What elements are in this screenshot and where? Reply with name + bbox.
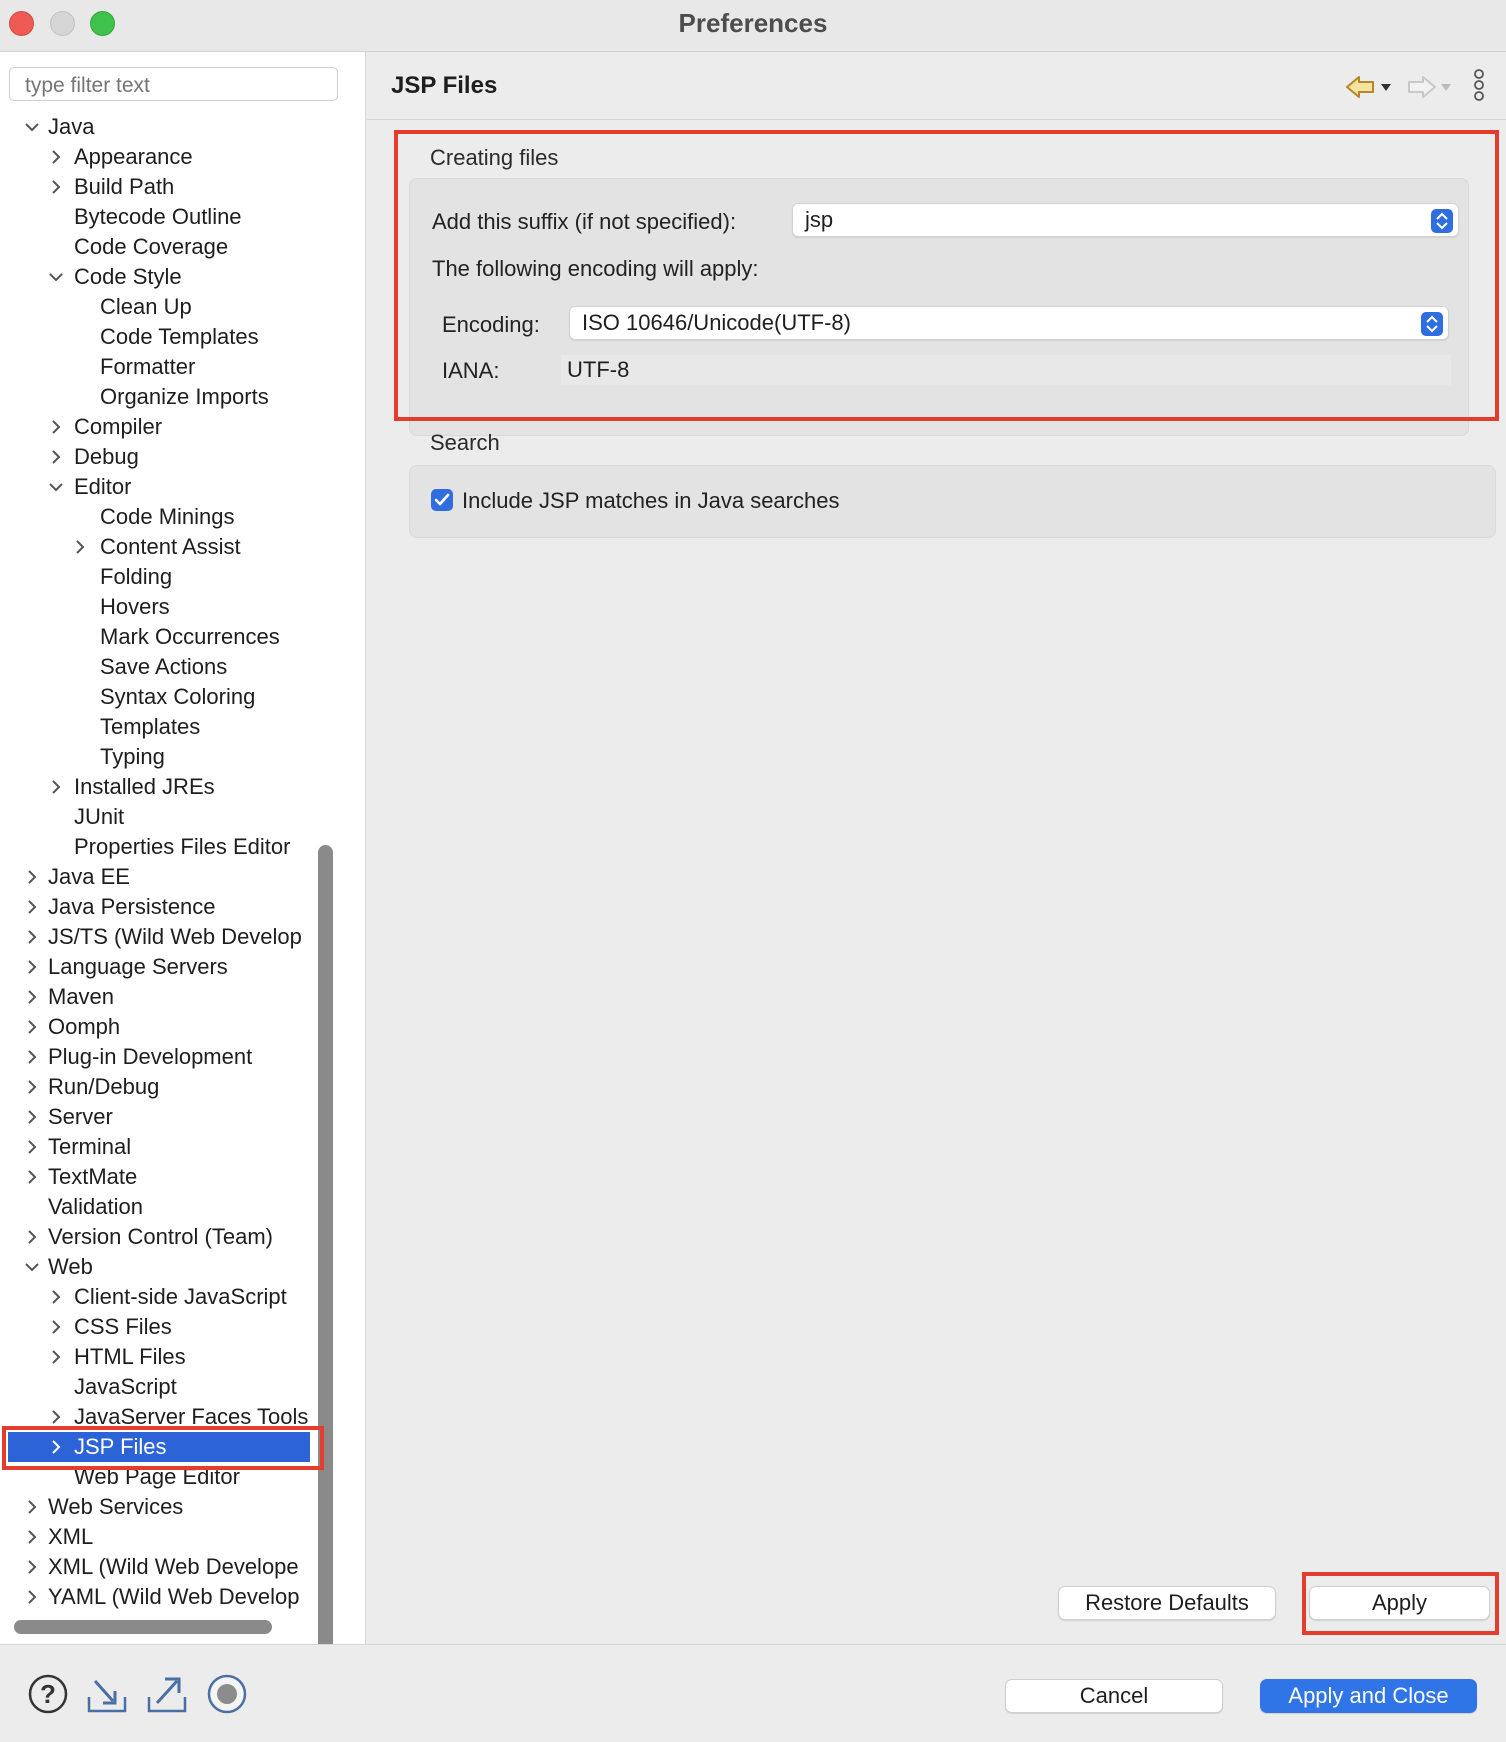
tree-item-label: Typing: [100, 744, 165, 769]
encoding-label: Encoding:: [442, 312, 540, 337]
tree-item[interactable]: [0, 802, 312, 832]
tree-item[interactable]: [0, 982, 312, 1012]
tree-item[interactable]: [0, 112, 312, 142]
chevron-right-icon[interactable]: [46, 1312, 66, 1342]
help-icon[interactable]: [27, 1673, 69, 1720]
tree-item[interactable]: [0, 1492, 312, 1522]
tree-item[interactable]: [0, 532, 312, 562]
tree-item-label: Web Page Editor: [74, 1464, 240, 1489]
tree-item[interactable]: [0, 202, 312, 232]
preference-page: [367, 52, 1506, 1644]
tree-item[interactable]: [0, 1582, 312, 1612]
tree-item[interactable]: [0, 772, 312, 802]
tree-item[interactable]: [0, 1222, 312, 1252]
tree-item[interactable]: [0, 562, 312, 592]
tree-item-label: Organize Imports: [100, 384, 269, 409]
chevron-right-icon[interactable]: [22, 1132, 42, 1162]
tree-item-label: Hovers: [100, 594, 170, 619]
chevron-right-icon[interactable]: [46, 172, 66, 202]
tree-item[interactable]: [0, 1132, 312, 1162]
chevron-right-icon[interactable]: [22, 1522, 42, 1552]
tree-item[interactable]: [0, 922, 312, 952]
import-icon[interactable]: [85, 1673, 129, 1720]
include-jsp-matches-checkbox[interactable]: [431, 489, 453, 511]
tree-item[interactable]: [0, 1462, 312, 1492]
tree-item[interactable]: [0, 682, 312, 712]
tree-item-label: Plug-in Development: [48, 1044, 253, 1069]
tree-item-label: Code Coverage: [74, 234, 229, 259]
tree-item-label: YAML (Wild Web Develop: [48, 1584, 300, 1609]
tree-item-label: Terminal: [48, 1134, 132, 1159]
chevron-down-icon[interactable]: [46, 472, 66, 502]
chevron-right-icon[interactable]: [46, 412, 66, 442]
dialog-footer: [0, 1644, 1506, 1742]
tree-item[interactable]: [0, 1402, 312, 1432]
back-arrow-icon[interactable]: [1345, 74, 1395, 105]
chevron-right-icon[interactable]: [46, 1432, 66, 1462]
tree-item[interactable]: [0, 502, 312, 532]
apply-button[interactable]: Apply: [1309, 1586, 1490, 1620]
tree-item[interactable]: [0, 862, 312, 892]
creating-files-heading: Creating files: [430, 145, 559, 170]
tree-item-label: Java EE: [48, 864, 130, 889]
tree-item-label: Mark Occurrences: [100, 624, 280, 649]
chevron-right-icon[interactable]: [22, 922, 42, 952]
select-stepper-icon: [1421, 312, 1443, 336]
tree-item-label: Clean Up: [100, 294, 192, 319]
chevron-right-icon[interactable]: [22, 1492, 42, 1522]
tree-item-label: Syntax Coloring: [100, 684, 256, 709]
preferences-tree-pane: [0, 52, 366, 1644]
tree-item-label: CSS Files: [74, 1314, 172, 1339]
filter-input[interactable]: [9, 67, 338, 101]
tree-item[interactable]: [0, 892, 312, 922]
tree-horizontal-scrollbar[interactable]: [14, 1620, 272, 1634]
encoding-value: ISO 10646/Unicode(UTF-8): [582, 310, 851, 335]
iana-label: IANA:: [442, 358, 500, 383]
tree-item-label: Version Control (Team): [48, 1224, 273, 1249]
tree-item[interactable]: [0, 1312, 312, 1342]
export-icon[interactable]: [145, 1673, 189, 1720]
tree-item-label: Content Assist: [100, 534, 241, 559]
search-heading: Search: [430, 430, 500, 455]
chevron-right-icon[interactable]: [22, 1102, 42, 1132]
tree-item-label: Code Minings: [100, 504, 235, 529]
tree-item-label: Save Actions: [100, 654, 228, 679]
tree-item[interactable]: [0, 172, 312, 202]
tree-item-label: JS/TS (Wild Web Develop: [48, 924, 302, 949]
tree-item-selected[interactable]: [8, 1432, 310, 1462]
tree-item-label: XML: [48, 1524, 94, 1549]
chevron-right-icon[interactable]: [22, 1222, 42, 1252]
chevron-right-icon[interactable]: [22, 1552, 42, 1582]
tree-item[interactable]: [0, 1102, 312, 1132]
forward-arrow-icon[interactable]: [1405, 74, 1455, 105]
tree-item[interactable]: [0, 1252, 312, 1282]
chevron-right-icon[interactable]: [46, 1342, 66, 1372]
tree-item-label: Web Services: [48, 1494, 184, 1519]
tree-item[interactable]: [0, 1162, 312, 1192]
tree-item-label: Build Path: [74, 174, 175, 199]
tree-item-label: Language Servers: [48, 954, 228, 979]
tree-item-label: Java: [48, 114, 95, 139]
tree-item[interactable]: [0, 622, 312, 652]
tree-item[interactable]: [0, 1372, 312, 1402]
tree-item-label: Validation: [48, 1194, 143, 1219]
chevron-right-icon[interactable]: [22, 1162, 42, 1192]
tree-item[interactable]: [0, 1522, 312, 1552]
tree-item-label: JavaScript: [74, 1374, 177, 1399]
chevron-right-icon[interactable]: [46, 772, 66, 802]
tree-item-label: Properties Files Editor: [74, 834, 291, 859]
iana-value: UTF-8: [561, 355, 1451, 385]
tree-item-label: Code Style: [74, 264, 182, 289]
title-bar: [0, 0, 1506, 52]
restore-defaults-button[interactable]: Restore Defaults: [1058, 1586, 1276, 1620]
stop-recording-icon[interactable]: [206, 1673, 248, 1720]
tree-item-label: Server: [48, 1104, 113, 1129]
tree-item[interactable]: [0, 1192, 312, 1222]
view-menu-icon[interactable]: [1472, 68, 1486, 107]
suffix-value: jsp: [805, 207, 834, 232]
page-header: [367, 52, 1506, 120]
select-stepper-icon: [1431, 209, 1453, 233]
tree-item[interactable]: [0, 592, 312, 622]
tree-item[interactable]: [0, 832, 312, 862]
tree-item-label: Client-side JavaScript: [74, 1284, 287, 1309]
tree-item-label: Java Persistence: [48, 894, 216, 919]
tree-item-label: Formatter: [100, 354, 196, 379]
chevron-right-icon[interactable]: [22, 1012, 42, 1042]
tree-item[interactable]: [0, 412, 312, 442]
chevron-down-icon[interactable]: [46, 262, 66, 292]
tree-item[interactable]: [0, 1042, 312, 1072]
tree-item[interactable]: [0, 742, 312, 772]
chevron-right-icon[interactable]: [46, 1282, 66, 1312]
tree-item[interactable]: [0, 952, 312, 982]
chevron-down-icon[interactable]: [22, 112, 42, 142]
tree-item[interactable]: [0, 292, 312, 322]
tree-item-label: Editor: [74, 474, 132, 499]
tree-item[interactable]: [0, 472, 312, 502]
tree-item-label: Appearance: [74, 144, 193, 169]
page-title: JSP Files: [391, 72, 498, 99]
chevron-right-icon[interactable]: [46, 142, 66, 172]
include-jsp-matches-label[interactable]: Include JSP matches in Java searches: [462, 488, 840, 513]
window-title: Preferences: [678, 8, 828, 38]
tree-item[interactable]: [0, 142, 312, 172]
suffix-select[interactable]: [792, 203, 1459, 237]
chevron-right-icon[interactable]: [46, 1402, 66, 1432]
apply-and-close-button[interactable]: Apply and Close: [1260, 1679, 1477, 1713]
chevron-right-icon[interactable]: [70, 532, 90, 562]
chevron-right-icon[interactable]: [46, 442, 66, 472]
tree-item[interactable]: [0, 1282, 312, 1312]
tree-item-label: Bytecode Outline: [74, 204, 242, 229]
tree-item-label: JSP Files: [74, 1434, 167, 1459]
tree-item[interactable]: [0, 1342, 312, 1372]
chevron-right-icon[interactable]: [22, 862, 42, 892]
tree-item-label: Code Templates: [100, 324, 259, 349]
chevron-right-icon[interactable]: [22, 982, 42, 1012]
tree-item[interactable]: [0, 712, 312, 742]
tree-item[interactable]: [0, 1072, 312, 1102]
tree-item-label: TextMate: [48, 1164, 138, 1189]
tree-item[interactable]: [0, 352, 312, 382]
tree-item[interactable]: [0, 1012, 312, 1042]
chevron-right-icon[interactable]: [22, 1582, 42, 1612]
tree-item[interactable]: [0, 262, 312, 292]
chevron-right-icon[interactable]: [22, 952, 42, 982]
tree-item[interactable]: [0, 232, 312, 262]
cancel-button[interactable]: Cancel: [1005, 1679, 1223, 1713]
tree-item-label: Templates: [100, 714, 201, 739]
tree-item[interactable]: [0, 322, 312, 352]
tree-item[interactable]: [0, 1552, 312, 1582]
tree-item-label: Debug: [74, 444, 139, 469]
chevron-right-icon[interactable]: [22, 892, 42, 922]
tree-item[interactable]: [0, 652, 312, 682]
tree-item-label: Installed JREs: [74, 774, 215, 799]
tree-item-label: JUnit: [74, 804, 125, 829]
suffix-label: Add this suffix (if not specified):: [432, 209, 737, 234]
tree-item-label: Compiler: [74, 414, 163, 439]
tree-item[interactable]: [0, 442, 312, 472]
tree-vertical-scrollbar[interactable]: [318, 845, 333, 1659]
tree-item-label: JavaServer Faces Tools: [74, 1404, 309, 1429]
encoding-select[interactable]: [569, 306, 1449, 340]
tree-item-label: Oomph: [48, 1014, 121, 1039]
tree-item-label: Maven: [48, 984, 115, 1009]
tree-item-label: XML (Wild Web Develope: [48, 1554, 299, 1579]
encoding-intro: The following encoding will apply:: [432, 256, 759, 281]
tree-item-label: Web: [48, 1254, 93, 1279]
chevron-right-icon[interactable]: [22, 1042, 42, 1072]
svg-text:?: ?: [40, 1679, 56, 1709]
tree-item-label: Folding: [100, 564, 173, 589]
tree-item[interactable]: [0, 382, 312, 412]
chevron-right-icon[interactable]: [22, 1072, 42, 1102]
chevron-down-icon[interactable]: [22, 1252, 42, 1282]
tree-item-label: Run/Debug: [48, 1074, 160, 1099]
tree-item-label: HTML Files: [74, 1344, 186, 1369]
